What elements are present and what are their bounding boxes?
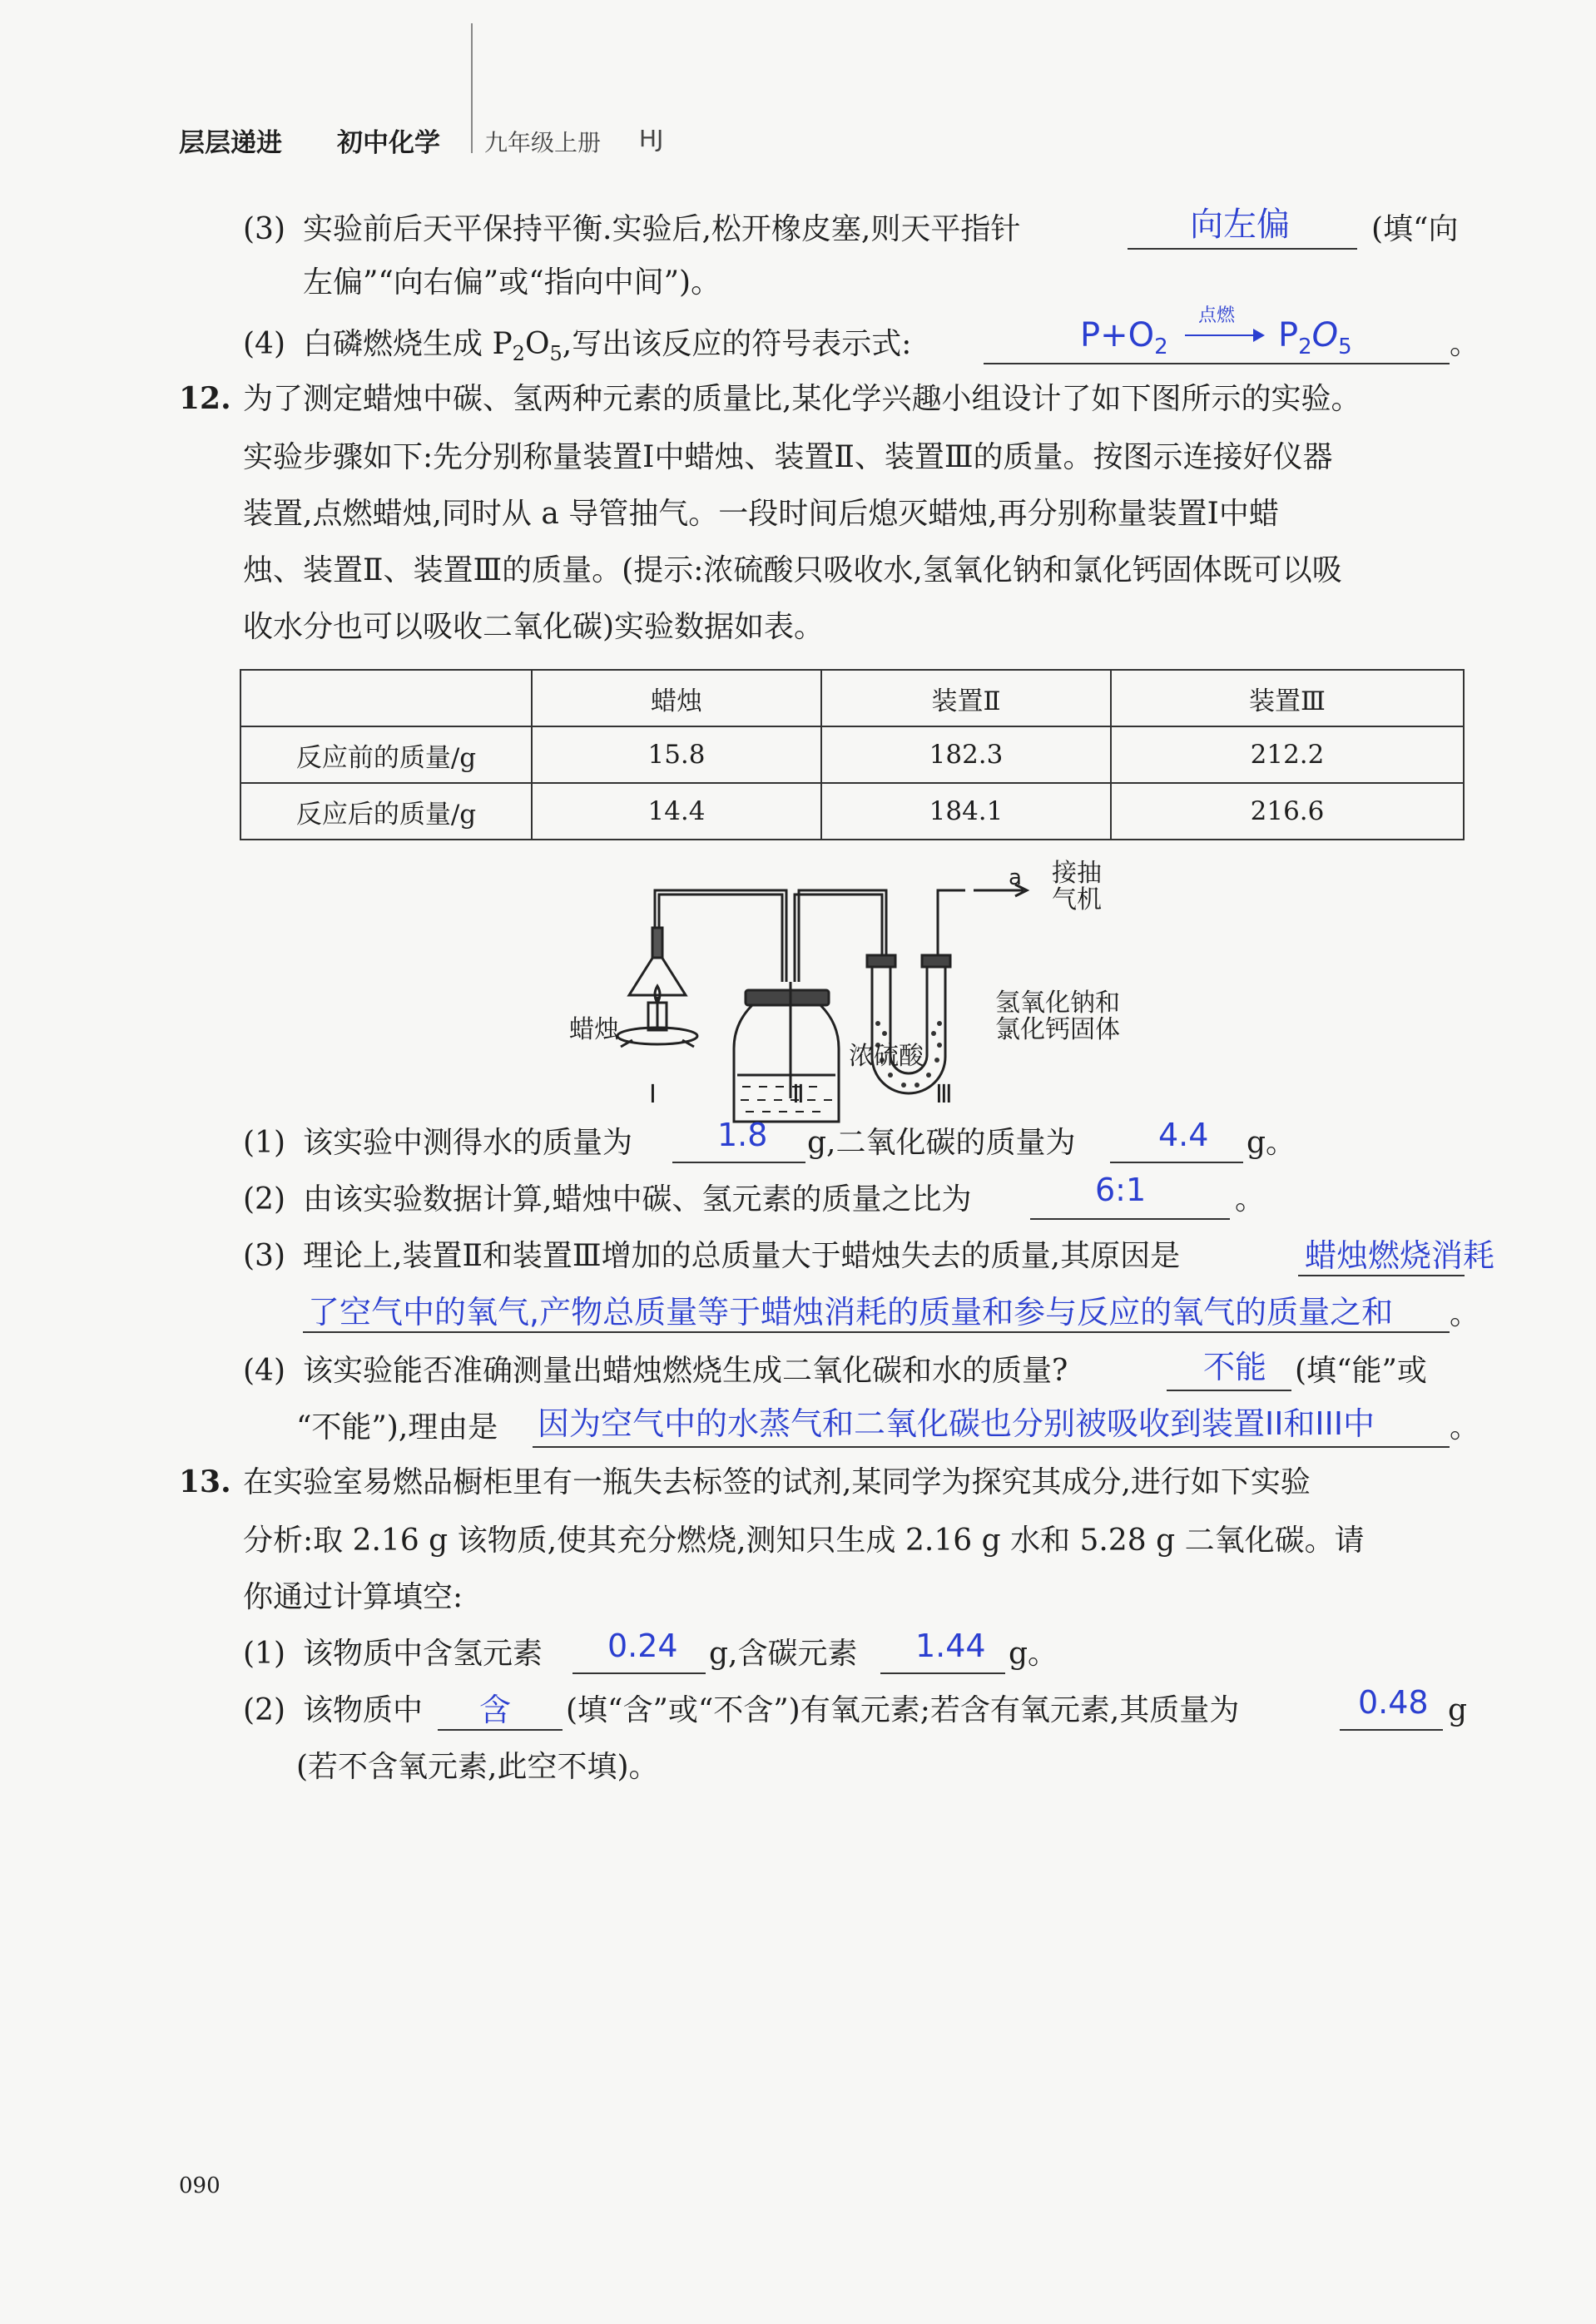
- q12-stem-line-4: 烛、装置Ⅱ、装置Ⅲ的质量。(提示:浓硫酸只吸收水,氢氧化钠和氯化钙固体既可以吸: [243, 553, 1342, 587]
- q11-4-blank[interactable]: [984, 363, 1450, 364]
- q12-number: 12.: [179, 381, 231, 416]
- outlet-tube: [938, 890, 965, 955]
- q13-1-answer-1: 0.24: [607, 1628, 678, 1664]
- bottle-2-liquid: [741, 1087, 832, 1112]
- q13-2-text-b: (填“含”或“不含”)有氧元素;若含有氧元素,其质量为: [566, 1693, 1240, 1727]
- reaction-arrow-head-icon: [1253, 329, 1265, 342]
- table-cell: 14.4: [532, 783, 821, 840]
- q13-2-text-d: (若不含氧元素,此空不填)。: [296, 1750, 659, 1784]
- table-header-row: [240, 670, 1464, 726]
- absorbent-label-line-1: 氢氧化钠和: [995, 989, 1120, 1018]
- diagram-roman-3: Ⅲ: [935, 1080, 953, 1109]
- q12-1-label: (1): [243, 1126, 285, 1160]
- q12-1-text-b: g,二氧化碳的质量为: [807, 1126, 1076, 1160]
- q11-4-ans-sub1: 2: [1154, 334, 1168, 359]
- q11-4-text: [303, 326, 911, 372]
- q11-4-answer-condition: 点燃: [1198, 305, 1236, 326]
- q12-2-blank[interactable]: [1030, 1218, 1230, 1220]
- q12-4-text-a: 该实验能否准确测量出蜡烛燃烧生成二氧化碳和水的质量?: [303, 1354, 1068, 1388]
- q12-3-label: (3): [243, 1239, 285, 1273]
- bottle-2-cap: [746, 990, 829, 1005]
- q12-1-answer-1: 1.8: [717, 1117, 768, 1153]
- q12-4-answer-2: 因为空气中的水蒸气和二氧化碳也分别被吸收到装置II和III中: [538, 1405, 1375, 1442]
- absorbent-label-line-2: 氯化钙固体: [995, 1015, 1120, 1044]
- q12-1-blank-1[interactable]: [672, 1162, 805, 1163]
- q13-1-text-c: g。: [1009, 1637, 1058, 1671]
- q13-number: 13.: [179, 1464, 231, 1499]
- q13-2-text-c: g: [1448, 1693, 1468, 1727]
- q13-1-text-a: 该物质中含氢元素: [303, 1637, 543, 1671]
- bottle-2: [734, 1005, 839, 1122]
- q12-4-text-b: (填“能”或: [1295, 1354, 1427, 1388]
- q13-1-blank-1[interactable]: [572, 1672, 706, 1674]
- q11-4-answer-left: [1080, 316, 1168, 359]
- q12-3-text: 理论上,装置Ⅱ和装置Ⅲ增加的总质量大于蜡烛失去的质量,其原因是: [303, 1239, 1181, 1273]
- q12-2-answer: 6:1: [1095, 1172, 1147, 1208]
- q13-1-text-b: g,含碳元素: [709, 1637, 858, 1671]
- q12-4-blank-1[interactable]: [1167, 1390, 1291, 1391]
- table-cell: 184.1: [821, 783, 1111, 840]
- q13-stem-line-3: 你通过计算填空:: [243, 1580, 463, 1614]
- q12-3-answer-1: 蜡烛燃烧消耗: [1305, 1237, 1495, 1274]
- u-tube-right-stopper: [922, 955, 950, 967]
- grade-label: 九年级上册: [484, 129, 602, 156]
- table-row: [240, 783, 1464, 840]
- q12-4-end: 。: [1450, 1410, 1480, 1444]
- q12-data-table: [240, 669, 1465, 840]
- q12-2-end: 。: [1235, 1182, 1266, 1217]
- q11-4-answer-right: [1278, 316, 1352, 359]
- q12-4-blank-2[interactable]: [533, 1446, 1450, 1448]
- diagram-label-absorbent: [995, 990, 1120, 1043]
- table-row: [240, 726, 1464, 783]
- q13-2-label: (2): [243, 1693, 285, 1727]
- q12-1-answer-2: 4.4: [1158, 1117, 1209, 1153]
- table-cell: 216.6: [1111, 783, 1464, 840]
- q13-2-answer-2: 0.48: [1358, 1684, 1429, 1721]
- q11-4-ans-right: P: [1278, 316, 1299, 354]
- tube-1-to-2: [655, 890, 786, 982]
- table-cell: 182.3: [821, 726, 1111, 783]
- q12-stem-line-3: 装置,点燃蜡烛,同时从 a 导管抽气。一段时间后熄灭蜡烛,再分别称量装置Ⅰ中蜡: [243, 497, 1279, 531]
- table-cell: 反应前的质量/g: [240, 726, 532, 783]
- q11-3-blank[interactable]: [1128, 248, 1357, 250]
- q11-4-end: 。: [1450, 327, 1480, 361]
- funnel-1-stopper: [652, 928, 662, 958]
- q13-1-answer-2: 1.44: [915, 1628, 986, 1664]
- q11-4-sub-a: 2: [512, 342, 525, 366]
- q13-2-blank-2[interactable]: [1340, 1729, 1443, 1731]
- q11-3-text-b: (填“向: [1371, 212, 1459, 246]
- q12-4-text-c: “不能”),理由是: [296, 1410, 498, 1444]
- q13-stem-line-2: 分析:取 2.16 g 该物质,使其充分燃烧,测知只生成 2.16 g 水和 5.28 g 二氧化碳。请: [243, 1524, 1365, 1558]
- q12-stem-line-5: 收水分也可以吸收二氧化碳)实验数据如表。: [243, 610, 825, 644]
- header-divider: [471, 23, 473, 153]
- q12-stem-line-2: 实验步骤如下:先分别称量装置Ⅰ中蜡烛、装置Ⅱ、装置Ⅲ的质量。按图示连接好仪器: [243, 440, 1333, 474]
- q11-3-text: 实验前后天平保持平衡.实验后,松开橡皮塞,则天平指针: [303, 212, 1021, 246]
- q13-1-label: (1): [243, 1637, 285, 1671]
- tube-2-to-3-inner: [795, 894, 882, 982]
- pump-label-line-1: 接抽: [1052, 859, 1102, 888]
- q12-3-end: 。: [1450, 1297, 1480, 1331]
- q13-2-text-a: 该物质中: [303, 1693, 424, 1727]
- q13-2-answer-1: 含: [479, 1692, 512, 1728]
- q11-3-text-c: 左偏”“向右偏”或“指向中间”)。: [303, 265, 721, 300]
- table-cell: 反应后的质量/g: [240, 783, 532, 840]
- q12-1-text-c: g。: [1247, 1126, 1296, 1160]
- q11-4-ans-sub2: 2: [1298, 334, 1312, 359]
- diagram-label-pump: [1052, 860, 1102, 914]
- q11-3-label: (3): [243, 212, 285, 246]
- series-title: 层层递进: [179, 128, 282, 158]
- diagram-label-a: a: [1009, 865, 1022, 890]
- q12-4-answer-1: 不能: [1203, 1349, 1267, 1385]
- u-tube-left-stopper: [867, 955, 895, 967]
- table-header-cell: [240, 670, 532, 726]
- table-cell: 212.2: [1111, 726, 1464, 783]
- q12-2-label: (2): [243, 1182, 285, 1217]
- q11-4-label: (4): [243, 327, 285, 361]
- reaction-arrow-line: [1185, 334, 1260, 336]
- q11-4-ans-sub3: 5: [1338, 334, 1352, 359]
- table-header-cell: 装置Ⅲ: [1111, 670, 1464, 726]
- q13-1-blank-2[interactable]: [880, 1672, 1005, 1674]
- q11-4-text-b: ,写出该反应的符号表示式:: [562, 327, 912, 361]
- diagram-label-candle: 蜡烛: [569, 1015, 619, 1044]
- diagram-roman-1: Ⅰ: [649, 1080, 657, 1109]
- subject-title: 初中化学: [337, 128, 440, 158]
- table-header-cell: 装置Ⅱ: [821, 670, 1111, 726]
- q12-4-label: (4): [243, 1354, 285, 1388]
- tube-1-to-2-inner: [659, 894, 782, 982]
- table-cell: 15.8: [532, 726, 821, 783]
- table-header-cell: 蜡烛: [532, 670, 821, 726]
- q13-stem-line-1: 在实验室易燃品橱柜里有一瓶失去标签的试剂,某同学为探究其成分,进行如下实验: [243, 1465, 1311, 1499]
- diagram-label-acid: 浓硫酸: [849, 1042, 924, 1071]
- q12-1-text-a: 该实验中测得水的质量为: [303, 1126, 633, 1160]
- pump-label-line-2: 气机: [1052, 885, 1102, 914]
- q11-4-text-a: 白磷燃烧生成 P: [303, 327, 513, 361]
- q11-4-sub-b: 5: [549, 342, 563, 366]
- diagram-roman-2: Ⅱ: [792, 1080, 805, 1109]
- page-number: 090: [179, 2173, 221, 2198]
- q11-4-ans-left: P+O: [1080, 316, 1155, 354]
- q12-3-answer-2: 了空气中的氧气,产物总质量等于蜡烛消耗的质量和参与反应的氧气的质量之和: [308, 1294, 1394, 1330]
- q11-3-answer: 向左偏: [1190, 206, 1290, 244]
- edition-label: HJ: [639, 125, 664, 152]
- q12-1-blank-2[interactable]: [1110, 1162, 1243, 1163]
- q12-2-text: 由该实验数据计算,蜡烛中碳、氢元素的质量之比为: [303, 1182, 972, 1217]
- q12-stem-line-1: 为了测定蜡烛中碳、氢两种元素的质量比,某化学兴趣小组设计了如下图所示的实验。: [243, 382, 1361, 416]
- q11-4-text-o: O: [524, 327, 550, 361]
- q11-4-ans-o: O: [1311, 316, 1339, 354]
